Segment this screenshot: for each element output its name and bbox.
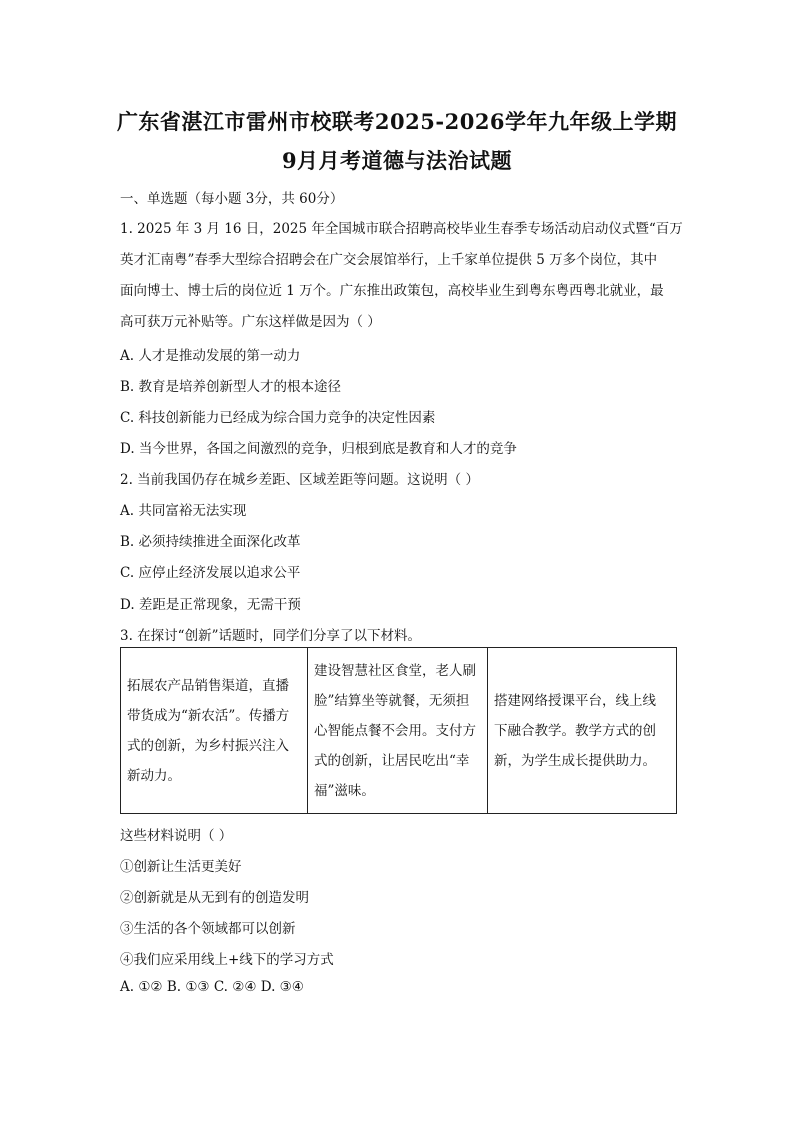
question-3-stem: 3. 在探讨“创新”话题时，同学们分享了以下材料。 — [120, 628, 421, 644]
cell-line: 新，为学生成长提供助力。 — [494, 752, 656, 769]
question-1-option-d: D. 当今世界，各国之间激烈的竞争，归根到底是教育和人才的竞争 — [120, 441, 517, 457]
question-1-line: 面向博士、博士后的岗位近 1 万个。广东推出政策包，高校毕业生到粤东粤西粤北就业，最 — [120, 283, 664, 299]
question-1-option-b: B. 教育是培养创新型人才的根本途径 — [120, 379, 342, 395]
cell-line: 带货成为“新农活”。传播方 — [127, 707, 290, 724]
question-3-statement-2: ②创新就是从无到有的创造发明 — [120, 890, 309, 906]
question-1-stem — [120, 214, 683, 338]
question-3-statement-4: ④我们应采用线上+线下的学习方式 — [120, 952, 334, 968]
exam-title-line-1: 广东省湛江市雷州市校联考2025-2026学年九年级上学期 — [116, 109, 678, 134]
material-cell-smart-canteen — [308, 648, 488, 814]
question-2-option-a: A. 共同富裕无法实现 — [120, 503, 247, 519]
section-heading: 一、单选题（每小题 3分，共 60分） — [120, 191, 344, 207]
table-row — [121, 648, 677, 814]
question-1-line: 高可获万元补贴等。广东这样做是因为（ ） — [120, 314, 381, 330]
question-3-answer-options: A. ①② B. ①③ C. ②④ D. ③④ — [120, 979, 304, 995]
question-1-line: 英才汇南粤”春季大型综合招聘会在广交会展馆举行，上千家单位提供 5 万多个岗位，其中 — [120, 252, 658, 268]
question-3-statement-1: ①创新让生活更美好 — [120, 859, 242, 875]
question-3-question: 这些材料说明（ ） — [120, 828, 233, 844]
material-cell-rural-livestream — [121, 648, 308, 814]
question-1-option-c: C. 科技创新能力已经成为综合国力竞争的决定性因素 — [120, 410, 436, 426]
material-table — [120, 647, 677, 814]
question-2-option-b: B. 必须持续推进全面深化改革 — [120, 534, 301, 550]
question-1-line: 1. 2025 年 3 月 16 日，2025 年全国城市联合招聘高校毕业生春季专场活动启动仪式暨“百万 — [120, 221, 683, 237]
question-1-option-a: A. 人才是推动发展的第一动力 — [120, 348, 301, 364]
cell-line: 心智能点餐不会用。支付方 — [314, 722, 476, 739]
cell-line: 拓展农产品销售渠道，直播 — [127, 677, 289, 694]
question-3-statement-3: ③生活的各个领域都可以创新 — [120, 921, 296, 937]
cell-line: 建设智慧社区食堂，老人刷 — [314, 662, 476, 679]
cell-line: 福”滋味。 — [314, 782, 375, 799]
cell-line: 式的创新，让居民吃出“幸 — [314, 752, 470, 769]
exam-title-line-2: 9月月考道德与法治试题 — [281, 148, 513, 173]
cell-line: 新动力。 — [127, 767, 181, 784]
question-2-option-c: C. 应停止经济发展以追求公平 — [120, 565, 301, 581]
cell-line: 搭建网络授课平台，线上线 — [494, 692, 656, 709]
material-cell-online-teaching — [488, 648, 677, 814]
cell-line: 下融合教学。教学方式的创 — [494, 722, 656, 739]
question-2-stem: 2. 当前我国仍存在城乡差距、区域差距等问题。这说明（ ） — [120, 472, 479, 488]
cell-line: 式的创新，为乡村振兴注入 — [127, 737, 289, 754]
cell-line: 脸”结算坐等就餐，无须担 — [314, 692, 470, 709]
question-2-option-d: D. 差距是正常现象，无需干预 — [120, 597, 301, 613]
